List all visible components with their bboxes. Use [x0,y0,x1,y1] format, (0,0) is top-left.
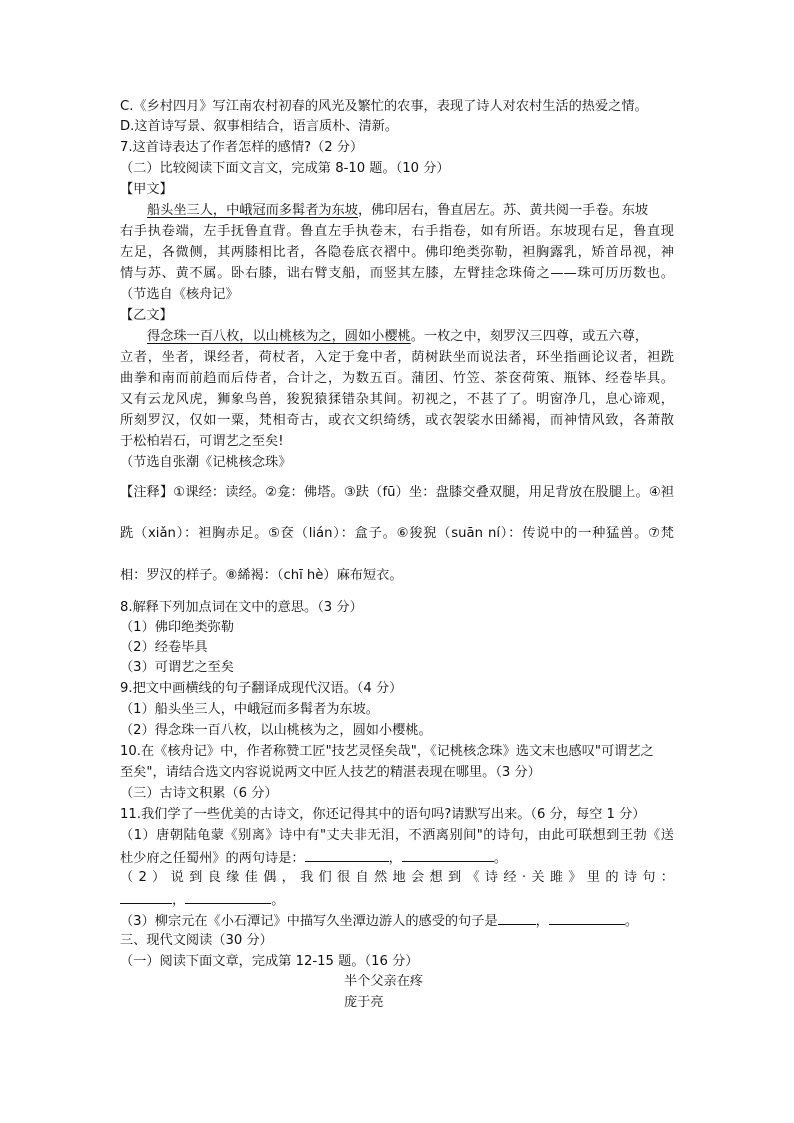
text-yi-line [147,327,648,347]
answer-blank[interactable] [185,889,271,904]
option-d: D.这首诗写景、叙事相结合，语言质朴、清新。 [120,119,399,134]
answer-blank[interactable] [402,847,494,862]
question-10-cont: 至矣"，请结合选文内容说说两文中匠人技艺的精湛表现在哪里。（3 分） [120,765,541,780]
text-yi-line-rest: 。一枚之中，刻罗汉三四尊，或五六尊， [410,329,649,344]
question-8-item: （2）经卷毕具 [120,640,208,655]
text-yi-source: （节选自张潮《记桃核念珠》 [120,455,292,470]
option-c: C.《乡村四月》写江南农村初春的风光及繁忙的农事，表现了诗人对农村生活的热爱之情。 [120,99,648,114]
question-8-item: （1）佛印绝类弥勒 [120,620,234,635]
annotation-line: 跣（xiǎn）：袒胸赤足。⑤奁（lián）：盒子。⑥狻猊（suān ní）：传说中的一种猛兽。⑦梵 [120,526,674,541]
part-3-heading: 三、现代文阅读（30 分） [120,933,273,948]
fill-prompt: 杜少府之任蜀州》的两句诗是： [120,851,305,866]
blank-separator: ， [172,893,186,908]
text-yi-line: 于松柏岩石，可谓艺之至矣! [120,434,284,449]
text-yi-line: 所刻罗汉，仅如一粟，梵相奇古，或衣文织绮绣，或衣袈裟水田絺褐，而神情风致，各萧散 [120,413,674,428]
blank-end: 。 [271,893,285,908]
text-jia-line: 情与苏、黄不属。卧右膝，诎右臂支船，而竖其左膝，左臂挂念珠倚之——珠可历历数也。 [120,266,674,281]
blank-end: 。 [493,851,507,866]
text-jia-line: 右手执卷端，左手抚鲁直背。鲁直左手执卷末，右手指卷，如有所语。东坡现右足，鲁直现 [120,224,674,239]
text-jia-line [147,201,648,221]
blank-separator: ， [535,914,549,929]
question-11-item-1: （1）唐朝陆龟蒙《别离》诗中有"丈夫非无泪，不洒离别间"的诗句，由此可联想到王勃《送 [120,828,674,843]
article-title: 半个父亲在疼 [344,974,424,989]
question-8: 8.解释下列加点词在文中的意思。（3 分） [120,600,363,615]
answer-blank[interactable] [549,910,625,925]
underlined-sentence-1: 船头坐三人，中峨冠而多髯者为东坡 [147,203,358,218]
section-2-heading: （二）比较阅读下面文言文，完成第 8-10 题。（10 分） [120,161,450,176]
answer-blank[interactable] [498,910,536,925]
answer-blank[interactable] [305,847,389,862]
question-9-item: （2）得念珠一百八枚，以山桃核为之，圆如小樱桃。 [120,723,432,738]
question-11-item-2: （2）说到良缘佳偶，我们很自然地会想到《诗经·关雎》里的诗句： [120,870,674,885]
text-jia-line-rest: ，佛印居右，鲁直居左。苏、黄共阅一手卷。东坡 [358,203,649,218]
question-7: 7.这首诗表达了作者怎样的感情?（2 分） [120,140,364,155]
question-11: 11.我们学了一些优美的古诗文，你还记得其中的语句吗?请默写出来。（6 分，每空 1 分） [120,807,646,822]
text-yi-line: 曲拳和南而前趋而后侍者，合计之，为数五百。蒲团、竹笠、茶奁荷策、瓶钵、经卷毕具。 [120,371,674,386]
answer-blank[interactable] [120,889,172,904]
section-3-heading: （三）古诗文积累（6 分） [120,786,278,801]
blank-end: 。 [624,914,639,929]
text-jia-label: 【甲文】 [120,182,173,197]
annotation-line: 相：罗汉的样子。⑧絺褐：（chī hè）麻布短衣。 [120,568,403,583]
question-9-item: （1）船头坐三人，中峨冠而多髯者为东坡。 [120,702,379,717]
text-yi-line: 又有云龙风虎，狮象鸟兽，狻猊猿猱错杂其间。初视之，不甚了了。明窗净几，息心谛观， [120,392,674,407]
text-yi-line: 立者，坐者，课经者，荷杖者，入定于龛中者，荫树趺坐而说法者，环坐指画论议者，袒跣 [120,350,674,365]
question-11-item-1-cont [120,847,507,869]
text-jia-source: （节选自《核舟记》 [120,287,239,302]
fill-prompt: （3）柳宗元在《小石潭记》中描写久坐潭边游人的感受的句子是 [120,914,498,929]
text-jia-line: 左足，各微侧，其两膝相比者，各隐卷底衣褶中。佛印绝类弥勒，袒胸露乳，矫首昂视，神 [120,245,674,260]
question-10: 10.在《核舟记》中，作者称赞工匠"技艺灵怪矣哉"，《记桃核念珠》选文末也感叹"可谓艺之 [120,744,654,759]
question-11-item-2-blanks [120,889,284,911]
article-author: 庞于亮 [344,995,384,1010]
reading-1-heading: （一）阅读下面文章，完成第 12-15 题。（16 分） [120,954,419,969]
question-11-item-3 [120,910,638,932]
question-9: 9.把文中画横线的句子翻译成现代汉语。（4 分） [120,681,403,696]
annotation-line: 【注释】①课经：读经。②龛：佛塔。③趺（fū）坐：盘膝交叠双腿，用足背放在股腿上。④袒 [120,485,674,500]
text-yi-label: 【乙文】 [120,308,173,323]
blank-separator: ， [388,851,402,866]
question-8-item: （3）可谓艺之至矣 [120,660,234,675]
underlined-sentence-2: 得念珠一百八枚，以山桃核为之，圆如小樱桃 [147,329,411,344]
